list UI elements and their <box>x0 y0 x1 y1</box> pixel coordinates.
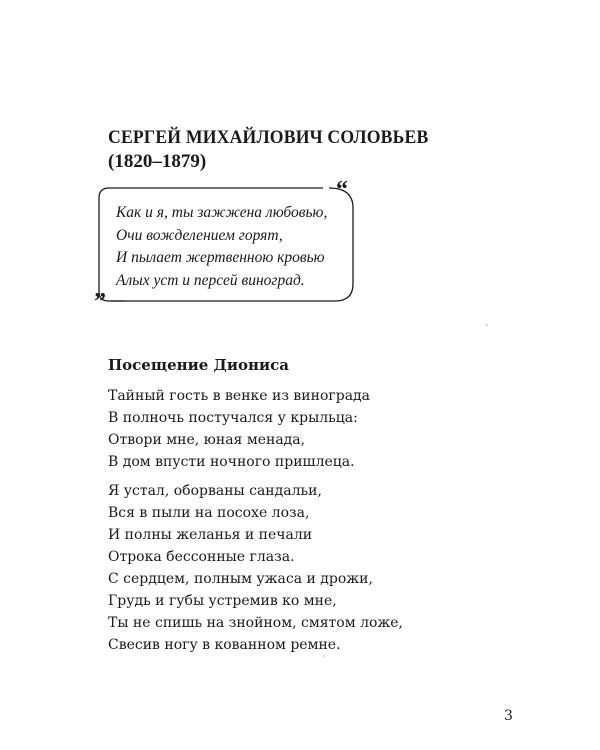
stanza <box>108 480 322 568</box>
epigraph-text <box>116 202 327 292</box>
verse-line: Вся в пыли на посохе лоза, <box>108 505 310 521</box>
poem-title: Посещение Диониса <box>108 356 289 374</box>
verse-line: Ты не спишь на знойном, смятом ложе, <box>108 615 404 631</box>
epigraph-line: И пылает жертвенною кровью <box>116 249 325 266</box>
verse-line: И полны желанья и печали <box>108 527 313 543</box>
paper-speck <box>323 655 325 657</box>
page-number: 3 <box>504 708 513 724</box>
verse-line: В дом впусти ночного пришлеца. <box>108 454 355 470</box>
verse-line: Грудь и губы устремив ко мне, <box>108 593 337 609</box>
epigraph-line: Алых уст и персей виноград. <box>116 271 305 289</box>
verse-line: Отрока бессонные глаза. <box>108 549 295 565</box>
epigraph-line: Очи вожделением горят, <box>116 226 283 244</box>
verse-line: Тайный гость в венке из винограда <box>108 388 371 404</box>
author-years: (1820–1879) <box>108 151 207 172</box>
stanza <box>108 385 370 473</box>
open-quote-mark: “ <box>336 177 348 203</box>
verse-line: Я устал, оборваны сандальи, <box>108 483 322 499</box>
verse-line: Отвори мне, юная менада, <box>108 432 306 448</box>
author-name: СЕРГЕЙ МИХАЙЛОВИЧ СОЛОВЬЕВ <box>108 127 429 148</box>
epigraph-line: Как и я, ты зажжена любовью, <box>116 204 328 221</box>
verse-line: С сердцем, полным ужаса и дрожи, <box>108 571 373 587</box>
verse-line: Свесив ногу в кованном ремне. <box>108 637 341 653</box>
stanza <box>108 568 403 656</box>
close-quote-mark: ” <box>94 289 106 315</box>
verse-line: В полночь постучался у крыльца: <box>108 410 358 426</box>
paper-speck <box>486 324 488 326</box>
